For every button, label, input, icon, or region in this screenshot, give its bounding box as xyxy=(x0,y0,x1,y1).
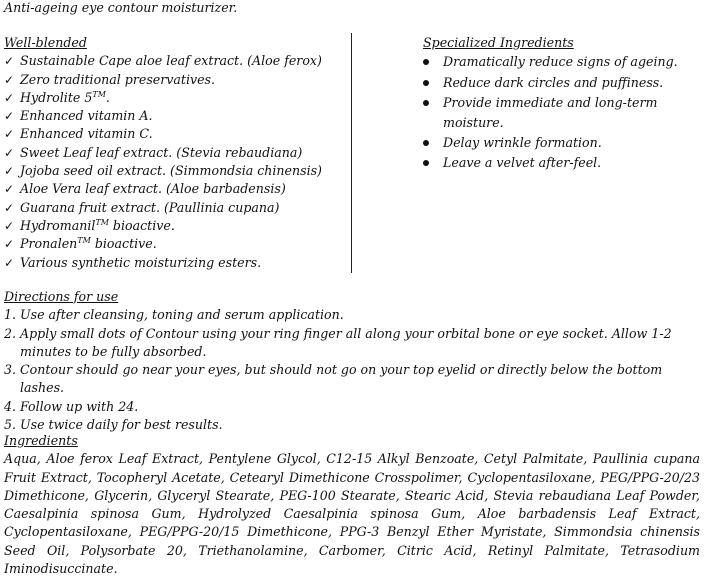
step-number: 2. xyxy=(4,325,17,341)
checkmark-icon: ✓ xyxy=(4,127,15,142)
list-item: Reduce dark circles and puffiness. xyxy=(423,73,703,93)
bullet-icon xyxy=(423,80,429,86)
well-blended-section xyxy=(4,34,344,272)
list-item: ✓ Zero traditional preservatives. xyxy=(4,71,344,89)
checkmark-icon: ✓ xyxy=(4,109,15,124)
list-item: ✓ Enhanced vitamin A. xyxy=(4,107,344,125)
directions-section xyxy=(4,288,700,434)
checkmark-icon: ✓ xyxy=(4,90,15,105)
list-item: ✓ Aloe Vera leaf extract. (Aloe barbadensis) xyxy=(4,180,344,198)
ingredients-heading: Ingredients xyxy=(4,433,78,448)
checkmark-icon: ✓ xyxy=(4,145,15,160)
checkmark-icon: ✓ xyxy=(4,54,15,69)
checkmark-icon: ✓ xyxy=(4,255,15,270)
list-item: ✓ Enhanced vitamin C. xyxy=(4,125,344,143)
step-text: Apply small dots of Contour using your ring finger all along your orbital bone or eye socket. Allow 1-2 minutes to be fully absorbed. xyxy=(20,325,672,359)
list-item: ✓ Pronalen™ bioactive. xyxy=(4,235,344,253)
directions-list xyxy=(4,306,700,434)
list-item: ✓ Jojoba seed oil extract. (Simmondsia chinensis) xyxy=(4,162,344,180)
column-divider xyxy=(351,33,352,273)
step-text: Follow up with 24. xyxy=(20,398,139,414)
list-item: ✓ Sustainable Cape aloe leaf extract. (Aloe ferox) xyxy=(4,52,344,70)
ingredients-text: Aqua, Aloe ferox Leaf Extract, Pentylene Glycol, C12-15 Alkyl Benzoate, Cetyl Palmitate, Paullinia cupana Fruit Extract, Tocopheryl Acetate, Cetearyl Dimethicone Crosspolimer, Cyclopentasiloxane, PEG/PPG-20/23 Dimethicone, Glycerin, Glyceryl Stearate, PEG-100 Stearate, Stearic Acid, Stevia rebaudiana Leaf Powder, Caesalpinia spinosa Gum, Hydrolyzed Caesalpinia spinosa Gum, Aloe barbadensis Leaf Extract, Cyclopentasiloxane, PEG/PPG-20/15 Dimethicone, PPG-3 Benzyl Ether Myristate, Simmondsia chinensis Seed Oil, Polysorbate 20, Triethanolamine, Carbomer, Citric Acid, Retinyl Palmitate, Tetrasodium Iminodisuccinate. xyxy=(4,451,700,577)
list-item xyxy=(4,398,700,416)
specialized-ingredients-list xyxy=(423,52,703,173)
step-text: Use twice daily for best results. xyxy=(20,417,223,433)
step-number: 4. xyxy=(4,398,17,414)
specialized-ingredients-section xyxy=(423,34,703,174)
checkmark-icon: ✓ xyxy=(4,164,15,179)
list-item: ✓ Various synthetic moisturizing esters. xyxy=(4,254,344,272)
bullet-icon xyxy=(423,59,429,65)
checkmark-icon: ✓ xyxy=(4,200,15,215)
step-number: 3. xyxy=(4,362,17,378)
product-tagline: Anti-ageing eye contour moisturizer. xyxy=(4,0,238,15)
step-text: Use after cleansing, toning and serum application. xyxy=(20,307,344,323)
list-item xyxy=(4,361,700,398)
list-item: Provide immediate and long-term moisture. xyxy=(423,93,703,133)
bullet-icon xyxy=(423,100,429,106)
ingredients-section xyxy=(4,432,700,578)
step-text: Contour should go near your eyes, but should not go on your top eyelid or directly below the bottom lashes. xyxy=(20,362,663,396)
step-number: 1. xyxy=(4,307,17,323)
well-blended-heading: Well-blended xyxy=(4,35,87,50)
checkmark-icon: ✓ xyxy=(4,182,15,197)
bullet-icon xyxy=(423,140,429,146)
list-item: Leave a velvet after-feel. xyxy=(423,153,703,173)
list-item: Delay wrinkle formation. xyxy=(423,133,703,153)
directions-heading: Directions for use xyxy=(4,289,119,304)
specialized-ingredients-heading: Specialized Ingredients xyxy=(423,35,574,50)
bullet-icon xyxy=(423,160,429,166)
checkmark-icon: ✓ xyxy=(4,218,15,233)
list-item: ✓ Sweet Leaf leaf extract. (Stevia rebaudiana) xyxy=(4,144,344,162)
list-item xyxy=(4,306,700,324)
checkmark-icon: ✓ xyxy=(4,72,15,87)
list-item: ✓ Hydromanil™ bioactive. xyxy=(4,217,344,235)
list-item: ✓ Hydrolite 5™. xyxy=(4,89,344,107)
list-item: Dramatically reduce signs of ageing. xyxy=(423,52,703,72)
well-blended-list xyxy=(4,52,344,272)
checkmark-icon: ✓ xyxy=(4,237,15,252)
list-item: ✓ Guarana fruit extract. (Paullinia cupana) xyxy=(4,199,344,217)
list-item xyxy=(4,325,700,362)
step-number: 5. xyxy=(4,417,17,433)
